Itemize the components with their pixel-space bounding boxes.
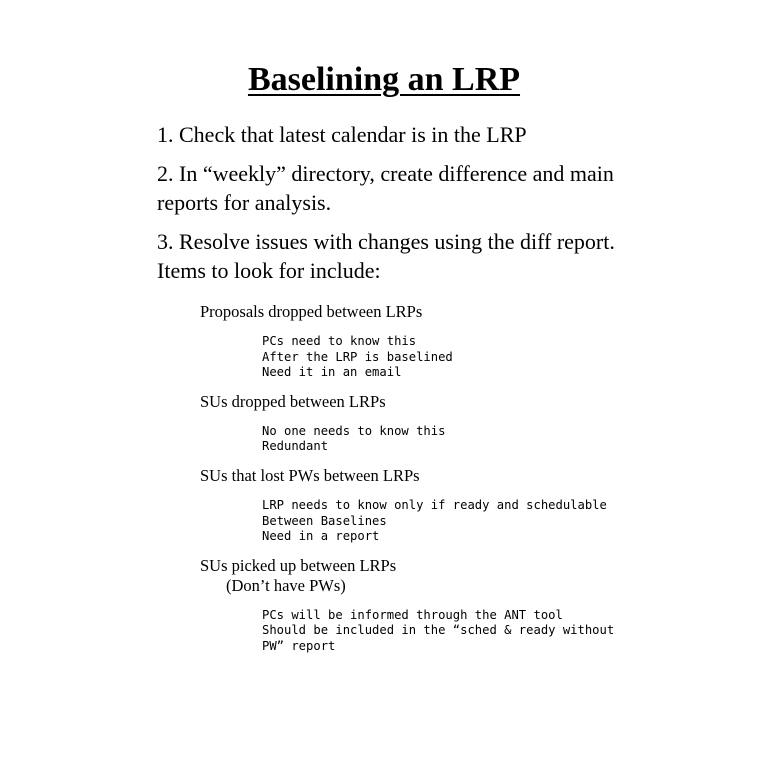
item-heading-block <box>200 556 620 596</box>
note-line: PCs will be informed through the ANT tool <box>262 607 563 622</box>
slide-title: Baselining an LRP <box>247 61 521 98</box>
step-3: 3. Resolve issues with changes using the diff report. Items to look for include: <box>157 229 615 283</box>
step-1: 1. Check that latest calendar is in the LRP <box>157 122 527 147</box>
issue-items <box>200 302 620 666</box>
note-line: Redundant <box>262 439 329 454</box>
note-line: No one needs to know this <box>262 423 446 438</box>
item-heading: SUs dropped between LRPs <box>200 391 386 411</box>
note-line: PCs need to know this <box>262 334 417 348</box>
step-2: 2. In “weekly” directory, create difference and main reports for analysis. <box>157 161 614 215</box>
steps-list <box>157 120 617 295</box>
issue-item-proposals-dropped <box>200 302 620 381</box>
item-heading: SUs picked up between LRPs <box>200 555 397 575</box>
note-line: Between Baselines <box>262 513 387 528</box>
note-line: PW” report <box>262 638 336 653</box>
item-notes <box>262 424 620 455</box>
item-heading-continuation: (Don’t have PWs) <box>226 575 346 595</box>
item-notes <box>262 498 620 545</box>
note-line: After the LRP is baselined <box>262 349 453 364</box>
note-line: Need it in an email <box>262 365 402 380</box>
note-line: Need in a report <box>262 529 380 544</box>
item-heading: SUs that lost PWs between LRPs <box>200 465 420 485</box>
issue-item-sus-lost-pws <box>200 466 620 545</box>
item-notes <box>262 334 620 381</box>
note-line: Should be included in the “sched & ready without <box>262 623 615 638</box>
issue-item-sus-dropped <box>200 392 620 455</box>
item-heading: Proposals dropped between LRPs <box>200 302 423 321</box>
note-line: LRP needs to know only if ready and schedulable <box>262 497 607 512</box>
item-notes <box>262 608 620 655</box>
issue-item-sus-picked-up <box>200 556 620 655</box>
